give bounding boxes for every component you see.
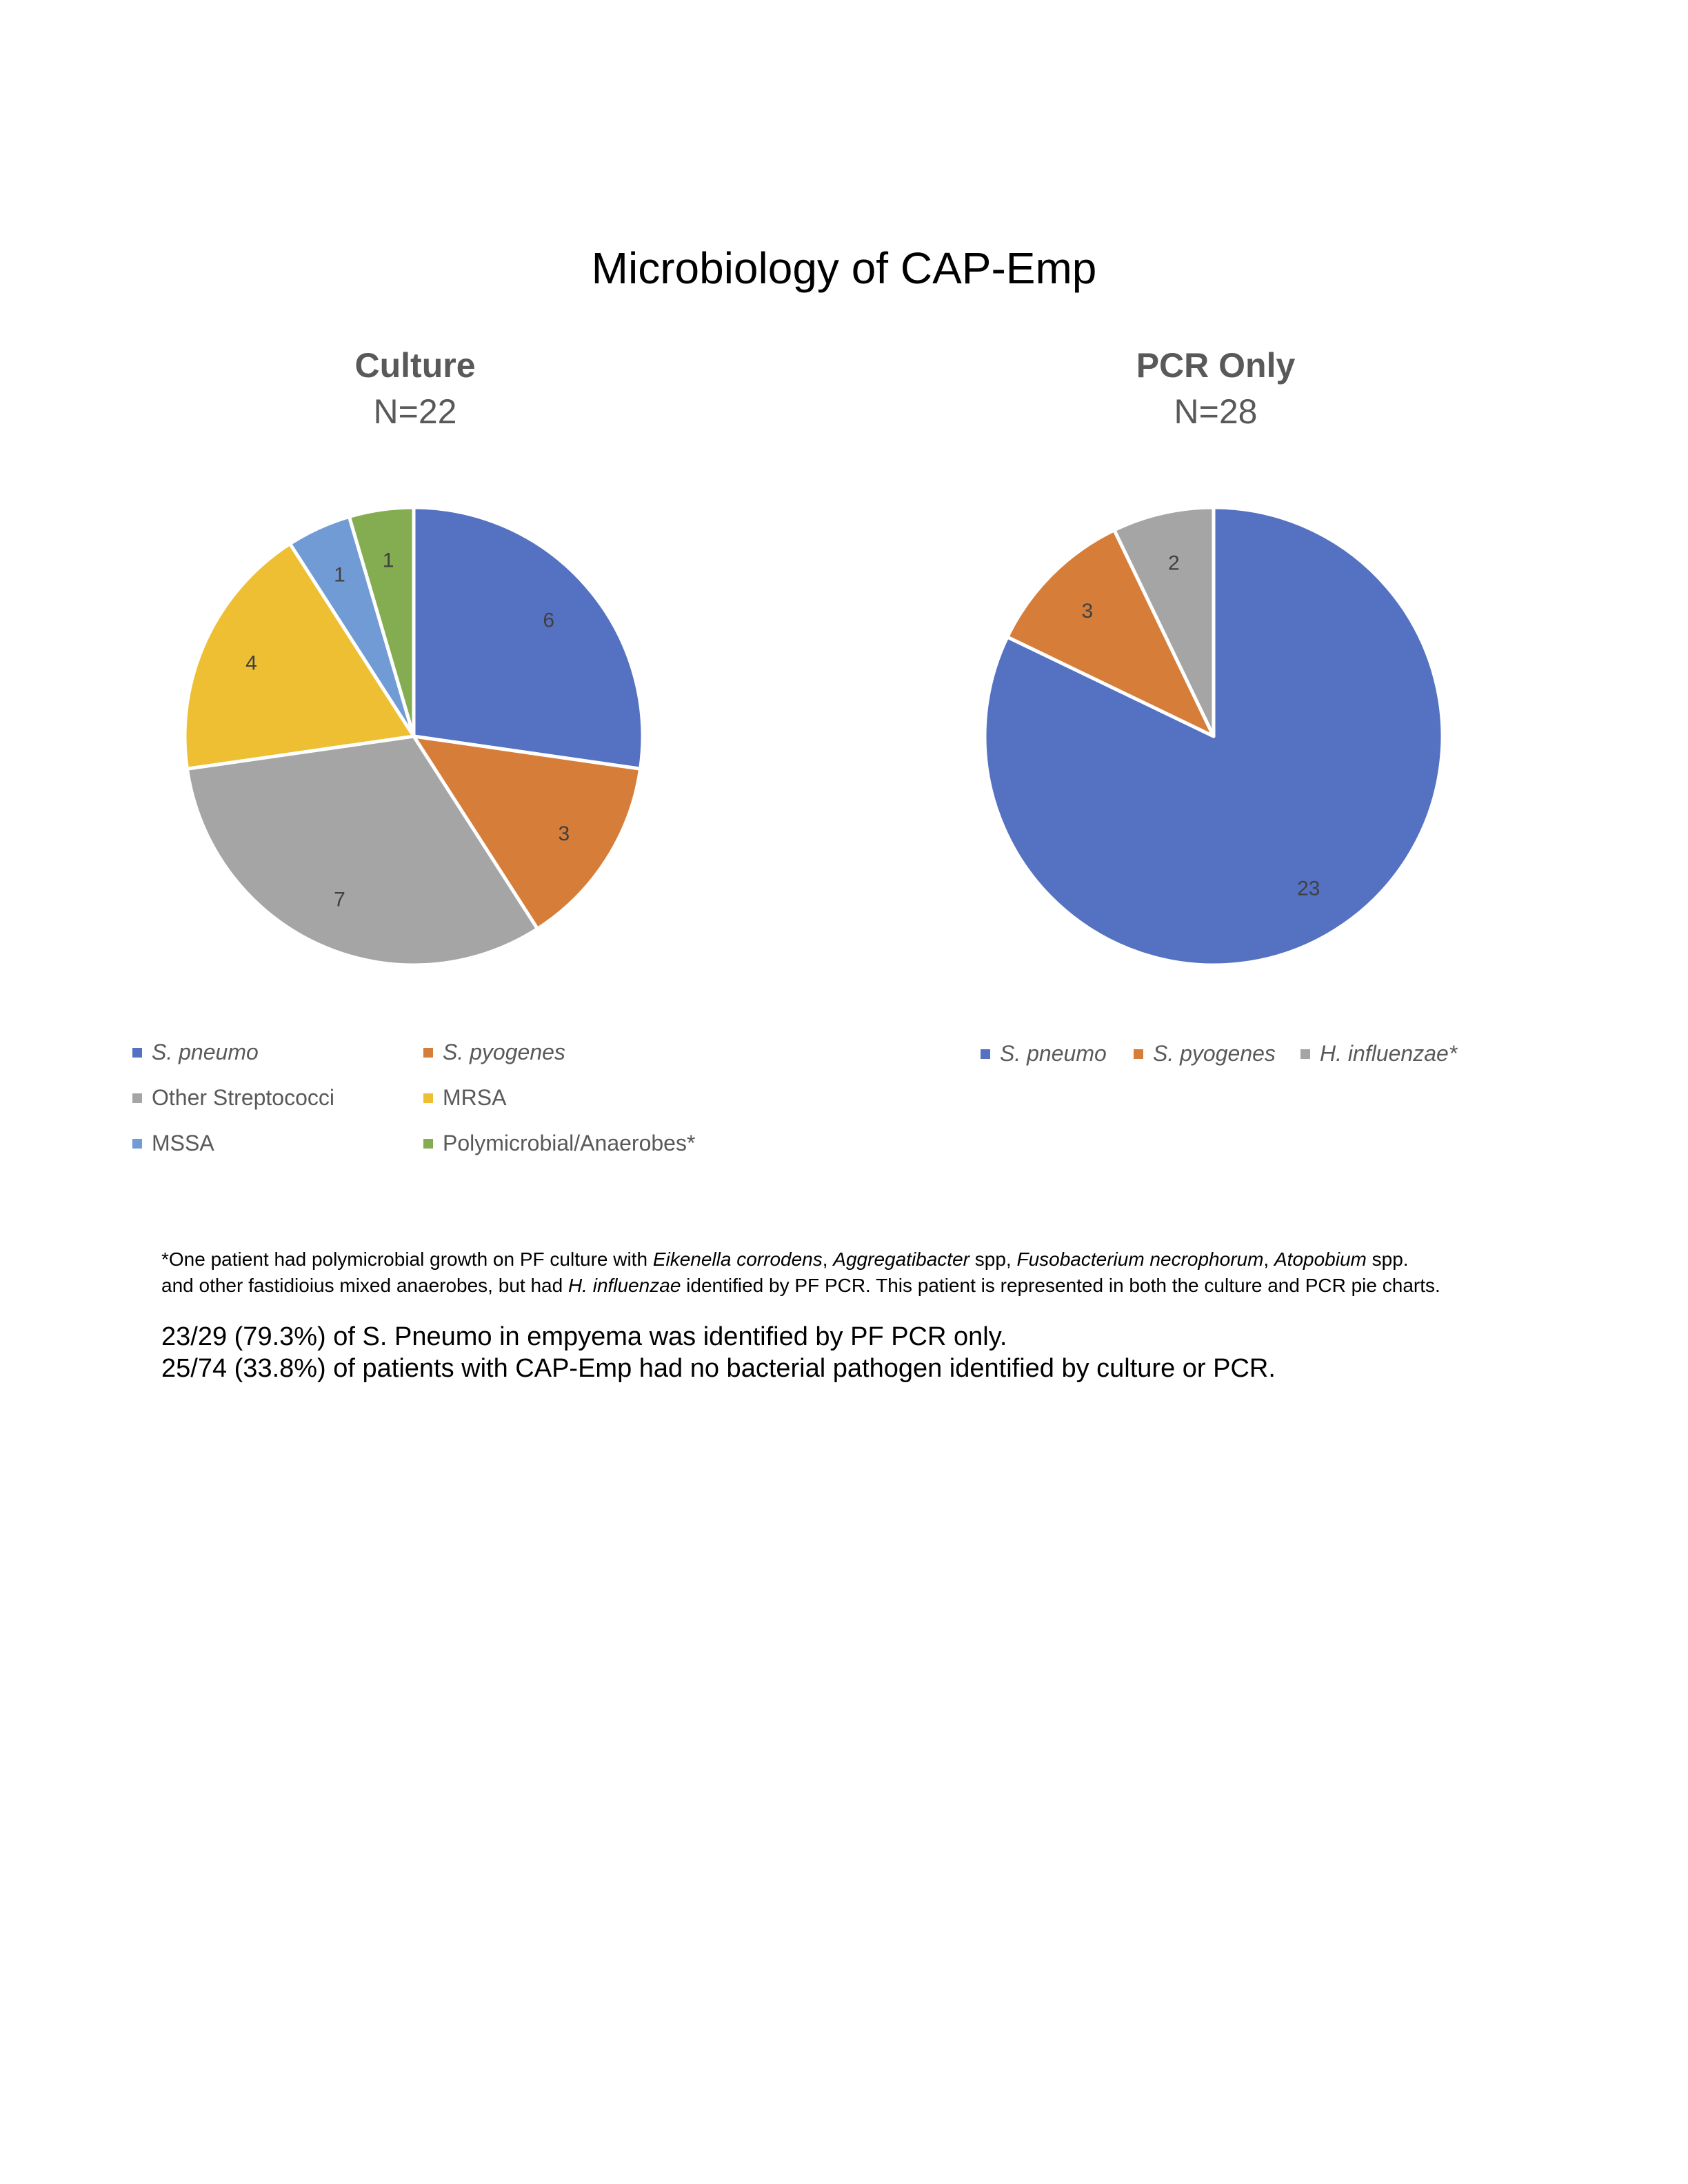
pcr-chart-header xyxy=(974,343,1457,436)
page-title: Microbiology of CAP-Emp xyxy=(591,243,1097,293)
footnote-segment: identified by PF PCR. This patient is represented in both the culture and PCR pie charts. xyxy=(681,1275,1440,1296)
culture-legend-item-s-pyogenes xyxy=(423,1040,565,1065)
pcr-legend-swatch xyxy=(981,1049,990,1059)
footnote xyxy=(161,1246,1540,1299)
pcr-legend-item-h-influenzae xyxy=(1300,1041,1457,1066)
culture-legend-swatch xyxy=(132,1139,142,1149)
stat-line-1: 23/29 (79.3%) of S. Pneumo in empyema was identified by PF PCR only. xyxy=(161,1322,1007,1351)
culture-legend-label: Polymicrobial/Anaerobes* xyxy=(443,1131,696,1155)
culture-legend-item-polymicrobial-anaerobes xyxy=(423,1131,695,1156)
pcr-data-label-h-influenzae: 2 xyxy=(1168,552,1180,575)
culture-chart-header xyxy=(174,343,656,436)
culture-legend-label: Other Streptococci xyxy=(152,1085,334,1110)
footnote-segment: Eikenella corrodens xyxy=(652,1248,823,1270)
footnote-segment: H. influenzae xyxy=(567,1275,681,1296)
footnote-segment: spp, xyxy=(969,1248,1017,1270)
culture-data-label-mssa: 1 xyxy=(334,563,345,587)
culture-legend-item-s-pneumo xyxy=(132,1040,259,1065)
footnote-segment: , xyxy=(1263,1248,1274,1270)
pcr-data-label-s-pneumo: 23 xyxy=(1297,877,1320,900)
footnote-segment: Atopobium xyxy=(1274,1248,1367,1270)
culture-legend-label: MRSA xyxy=(443,1085,507,1110)
footnote-segment: , xyxy=(822,1248,834,1270)
footnote-segment: Fusobacterium necrophorum xyxy=(1016,1248,1264,1270)
culture-data-label-polymicrobial-anaerobes: 1 xyxy=(382,549,394,572)
culture-legend-swatch xyxy=(132,1048,142,1058)
culture-data-label-mrsa: 4 xyxy=(245,651,257,675)
footnote-segment: spp. xyxy=(1366,1248,1409,1270)
culture-legend-label: S. pneumo xyxy=(152,1040,259,1064)
stat-line-2: 25/74 (33.8%) of patients with CAP-Emp had no bacterial pathogen identified by culture or PCR. xyxy=(161,1354,1276,1383)
culture-pie-chart xyxy=(179,502,648,971)
culture-legend-item-mssa xyxy=(132,1131,214,1156)
culture-legend-label: S. pyogenes xyxy=(443,1040,565,1064)
footnote-segment: *One patient had polymicrobial growth on PF culture with xyxy=(161,1248,653,1270)
culture-legend-label: MSSA xyxy=(152,1131,214,1155)
culture-legend-item-other-streptococci xyxy=(132,1085,334,1111)
culture-slice-s-pneumo xyxy=(414,507,643,769)
pcr-legend-swatch xyxy=(1300,1049,1310,1059)
culture-legend-swatch xyxy=(423,1048,433,1058)
culture-legend-swatch xyxy=(132,1093,142,1103)
culture-legend-swatch xyxy=(423,1093,433,1103)
pcr-chart-subtitle: N=28 xyxy=(1174,392,1258,431)
culture-chart-title: Culture xyxy=(354,346,476,385)
footnote-segment: and other fastidioius mixed anaerobes, but had xyxy=(161,1275,568,1296)
culture-data-label-other-streptococci: 7 xyxy=(334,888,345,911)
pcr-data-label-s-pyogenes: 3 xyxy=(1081,599,1094,623)
culture-chart-subtitle: N=22 xyxy=(373,392,457,431)
footnote-segment: Aggregatibacter xyxy=(833,1248,969,1270)
pcr-legend-label: S. pyogenes xyxy=(1153,1041,1276,1066)
pcr-legend-item-s-pneumo xyxy=(981,1041,1107,1066)
pcr-legend-label: H. influenzae* xyxy=(1320,1041,1458,1066)
culture-data-label-s-pyogenes: 3 xyxy=(558,822,570,846)
culture-legend-item-mrsa xyxy=(423,1085,506,1111)
culture-legend-swatch xyxy=(423,1139,433,1149)
culture-data-label-s-pneumo: 6 xyxy=(543,609,555,632)
pcr-chart-title: PCR Only xyxy=(1136,346,1296,385)
pcr-legend-item-s-pyogenes xyxy=(1134,1041,1276,1066)
summary-stats xyxy=(161,1321,1540,1384)
pcr-legend-swatch xyxy=(1134,1049,1143,1059)
pcr-pie-chart xyxy=(979,502,1448,971)
pcr-legend-label: S. pneumo xyxy=(1000,1041,1107,1066)
